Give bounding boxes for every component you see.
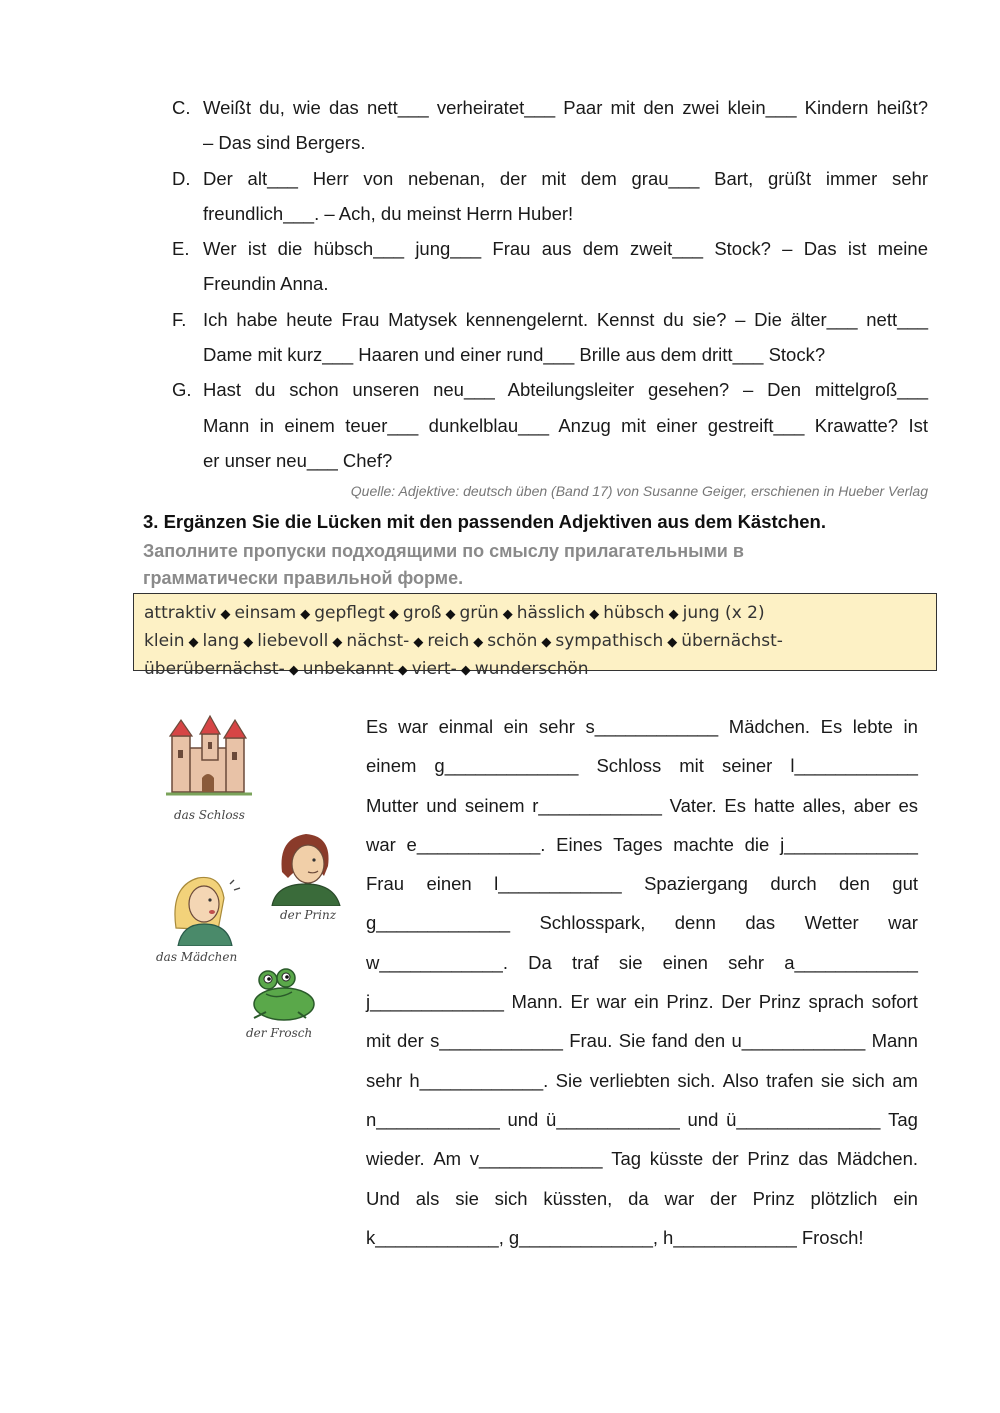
caption-prince: der Prinz (280, 908, 337, 922)
word-option: viert- (411, 659, 457, 679)
word-option: hässlich (516, 603, 586, 623)
story-word: war (398, 716, 428, 737)
item-letter: F. (172, 308, 187, 330)
item-line: er unser neu___ Chef? (203, 449, 393, 471)
story-word: aber (853, 794, 891, 816)
story-word: lebte (852, 716, 893, 737)
gap-blank[interactable]: v____________ (469, 1148, 603, 1170)
story-word: sofort (871, 991, 918, 1013)
story-word: da (628, 1187, 649, 1209)
story-word: Also (722, 1069, 759, 1091)
diamond-separator-icon: ◆ (300, 607, 311, 622)
gap-blank[interactable]: j_____________ (366, 991, 504, 1013)
story-word: Eines (556, 833, 603, 855)
story-word: traf (571, 951, 599, 973)
story-line (366, 1021, 918, 1060)
story-word: sie (618, 951, 643, 973)
task-3-subtitle-ru: Заполните пропуски подходящими по смыслу прилагательными в грамматически правильной форме. (143, 541, 744, 588)
diamond-separator-icon: ◆ (332, 635, 343, 650)
story-word: denn (674, 912, 716, 934)
exercise-item (172, 231, 928, 302)
story-line (366, 1218, 918, 1257)
story-word: war (366, 833, 396, 855)
item-line: Freundin Anna. (203, 273, 329, 295)
story-word: verliebten (589, 1069, 670, 1091)
story-word: Frau. (569, 1030, 613, 1052)
exercise-2-items (172, 90, 928, 478)
item-text (203, 90, 928, 161)
diamond-separator-icon: ◆ (541, 635, 552, 650)
item-line: Hast du schon unseren neu___ Abteilungsleiter gesehen? – Den mittelgroß___ (203, 379, 928, 401)
exercise-item (172, 302, 928, 373)
gap-blank[interactable]: ü____________ (546, 1108, 680, 1130)
story-word: seiner (721, 755, 773, 777)
story-word: ein (634, 991, 659, 1013)
story-word: den (839, 873, 870, 895)
word-box (133, 593, 937, 679)
story-line (366, 982, 918, 1021)
diamond-separator-icon: ◆ (589, 607, 600, 622)
story-word: Wetter (804, 912, 859, 934)
story-line (366, 1100, 918, 1139)
story-word: sie (455, 1187, 479, 1209)
gap-blank[interactable]: w____________. (366, 951, 508, 973)
gap-blank[interactable]: s____________ (585, 716, 719, 737)
diamond-separator-icon: ◆ (473, 635, 484, 650)
girl-illustration (168, 868, 244, 946)
item-text (203, 372, 928, 478)
story-word: einen (426, 873, 472, 895)
story-word: war (596, 991, 627, 1013)
story-word: es (898, 794, 918, 816)
story-word: hatte (753, 794, 795, 816)
gap-blank[interactable]: e____________. (406, 833, 546, 855)
word-option: liebevoll (257, 631, 329, 651)
word-option: wunderschön (474, 659, 589, 679)
illustrations (150, 712, 350, 1052)
word-line (144, 600, 926, 628)
word-option: sympathisch (555, 631, 664, 651)
source-note: Quelle: Adjektive: deutsch üben (Band 17) von Susanne Geiger, erschienen in Hueber Verlag (350, 483, 928, 499)
word-option: einsam (234, 603, 297, 623)
story-word: und (687, 1108, 719, 1130)
diamond-separator-icon: ◆ (460, 663, 471, 678)
story-word: das (798, 1148, 829, 1170)
story-word: sehr (366, 1069, 402, 1091)
item-line: Mann in einem teuer___ dunkelblau___ Anzug mit einer gestreift___ Krawatte? Ist (203, 414, 928, 436)
story-word: einmal (438, 716, 494, 737)
caption-castle: das Schloss (174, 808, 245, 822)
story-line (366, 707, 918, 746)
story-word: das (745, 912, 776, 934)
diamond-separator-icon: ◆ (502, 607, 513, 622)
item-text (203, 161, 928, 232)
word-option: schön (487, 631, 538, 651)
gap-blank[interactable]: ü______________ (726, 1108, 881, 1130)
story-word: die (744, 833, 770, 855)
gap-blank[interactable]: g_____________, (508, 1226, 659, 1248)
item-text (203, 231, 928, 302)
story-word: Mädchen. (728, 716, 811, 737)
story-word: am (892, 1069, 918, 1091)
gap-blank[interactable]: h____________ (663, 1226, 797, 1248)
story-word: Am (433, 1148, 462, 1170)
item-letter: G. (172, 379, 192, 401)
caption-girl: das Mädchen (156, 950, 238, 964)
word-option: klein (144, 631, 185, 651)
word-option: grün (459, 603, 499, 623)
exercise-item (172, 372, 928, 478)
story-word: war (888, 912, 918, 934)
story-word: der (710, 1187, 737, 1209)
story-word: sie (820, 1069, 845, 1091)
story-word: Mutter (366, 794, 419, 816)
story-word: küsste (649, 1148, 704, 1170)
story-word: Mann (871, 1030, 918, 1052)
story-word: Tages (613, 833, 663, 855)
diamond-separator-icon: ◆ (220, 607, 231, 622)
diamond-separator-icon: ◆ (668, 607, 679, 622)
story-line (366, 786, 918, 825)
story-word: war (664, 1187, 695, 1209)
story-word: Schloss (596, 755, 662, 777)
story-word: Er (570, 991, 590, 1013)
story-word: wieder. (366, 1148, 425, 1170)
diamond-separator-icon: ◆ (667, 635, 678, 650)
story-word: Es (366, 716, 388, 737)
word-line (144, 628, 926, 656)
story-line (366, 1139, 918, 1178)
story-word: plötzlich (810, 1187, 878, 1209)
caption-frog: der Frosch (246, 1026, 313, 1040)
story-word: sehr (538, 716, 575, 737)
item-letter: C. (172, 97, 191, 118)
diamond-separator-icon: ◆ (397, 663, 408, 678)
story-line (366, 903, 918, 942)
prince-illustration (268, 826, 344, 906)
item-line: freundlich___. – Ach, du meinst Herrn Huber! (203, 202, 574, 224)
story-word: Frosch! (801, 1226, 864, 1248)
story-word: der (397, 1030, 424, 1052)
word-option: groß (402, 603, 442, 623)
story-word: sprach (808, 991, 864, 1013)
story-word: Da (528, 951, 552, 973)
item-line: Wer ist die hübsch___ jung___ Frau aus dem zweit___ Stock? – Das ist meine (203, 238, 928, 260)
exercise-item (172, 90, 928, 161)
story-word: mit (679, 755, 704, 777)
story-word: trafen (766, 1069, 814, 1091)
story-word: Tag (888, 1108, 918, 1130)
story-word: sehr (728, 951, 765, 973)
word-option: hübsch (603, 603, 665, 623)
word-option: gepflegt (314, 603, 385, 623)
story-word: sich (851, 1069, 885, 1091)
item-line: Der alt___ Herr von nebenan, der mit dem grau___ Bart, grüßt immer sehr (203, 167, 928, 189)
story-word: Es (820, 716, 843, 737)
story-word: in (903, 716, 918, 737)
story-word: mit (366, 1030, 391, 1052)
story-word: einem (366, 755, 417, 777)
story-word: Prinz (758, 991, 801, 1013)
item-line: Ich habe heute Frau Matysek kennengelernt. Kennst du sie? – Die älter___ nett___ (203, 308, 928, 330)
word-option: attraktiv (144, 603, 217, 623)
story-line (366, 825, 918, 864)
word-option: nächst- (346, 631, 410, 651)
story-word: den (694, 1030, 726, 1052)
gap-blank[interactable]: r____________ (532, 794, 662, 816)
story-word: Mann. (511, 991, 563, 1013)
story-word: sich. (677, 1069, 716, 1091)
story-word: Frau (366, 873, 405, 895)
gap-blank[interactable]: j_____________ (780, 833, 918, 855)
story-word: sich (494, 1187, 528, 1209)
story-text (366, 707, 918, 1257)
story-word: Mädchen. (836, 1148, 918, 1170)
gap-blank[interactable]: g_____________ (434, 755, 579, 777)
item-line: – Das sind Bergers. (203, 132, 366, 154)
gap-blank[interactable]: s____________ (430, 1030, 563, 1052)
story-word: als (415, 1187, 440, 1209)
story-word: Vater. (669, 794, 717, 816)
exercise-item (172, 161, 928, 232)
story-word: machte (673, 833, 734, 855)
story-word: durch (770, 873, 817, 895)
story-word: Es (724, 794, 746, 816)
gap-blank[interactable]: l____________ (494, 873, 622, 895)
gap-blank[interactable]: l____________ (790, 755, 918, 777)
story-word: küssten, (543, 1187, 613, 1209)
story-word: Tag (611, 1148, 642, 1170)
story-line (366, 746, 918, 785)
word-option: lang (202, 631, 240, 651)
story-word: Der (721, 991, 752, 1013)
story-word: Und (366, 1187, 400, 1209)
story-word: fand (651, 1030, 688, 1052)
gap-blank[interactable]: k____________, (366, 1226, 504, 1248)
story-word: ein (893, 1187, 918, 1209)
task-3-title: 3. Ergänzen Sie die Lücken mit den passenden Adjektiven aus dem Kästchen. (143, 511, 826, 532)
diamond-separator-icon: ◆ (445, 607, 456, 622)
word-option: reich (427, 631, 470, 651)
story-word: Prinz (747, 1148, 790, 1170)
word-line (144, 656, 926, 684)
gap-blank[interactable]: a____________ (784, 951, 918, 973)
word-option: übernächst- (681, 631, 783, 651)
item-letter: D. (172, 167, 191, 189)
item-letter: E. (172, 238, 190, 260)
story-word: Sie (618, 1030, 646, 1052)
item-line: Weißt du, wie das nett___ verheiratet___ Paar mit den zwei klein___ Kindern heißt? (203, 97, 928, 118)
story-word: einen (662, 951, 708, 973)
diamond-separator-icon: ◆ (243, 635, 254, 650)
diamond-separator-icon: ◆ (388, 607, 399, 622)
word-option: überübernächst- (144, 659, 285, 679)
story-word: und (426, 794, 458, 816)
frog-illustration (246, 966, 320, 1022)
diamond-separator-icon: ◆ (188, 635, 199, 650)
story-line (366, 943, 918, 982)
story-word: Spaziergang (644, 873, 748, 895)
story-word: Schlosspark, (539, 912, 646, 934)
story-word: seinem (464, 794, 525, 816)
gap-blank[interactable]: u____________ (731, 1030, 866, 1052)
story-line (366, 1179, 918, 1218)
story-word: Sie (555, 1069, 583, 1091)
story-word: Prinz (752, 1187, 795, 1209)
item-line: Dame mit kurz___ Haaren und einer rund___ Brille aus dem dritt___ Stock? (203, 344, 826, 366)
diamond-separator-icon: ◆ (288, 663, 299, 678)
castle-illustration (162, 714, 256, 798)
story-word: Prinz. (666, 991, 714, 1013)
story-line (366, 864, 918, 903)
gap-blank[interactable]: h____________. (409, 1069, 549, 1091)
word-option: unbekannt (302, 659, 394, 679)
item-text (203, 302, 928, 373)
story-word: der (711, 1148, 739, 1170)
story-word: alles, (802, 794, 846, 816)
story-word: ein (503, 716, 529, 737)
story-line (366, 1061, 918, 1100)
word-option: jung (x 2) (682, 603, 765, 623)
gap-blank[interactable]: g_____________ (366, 912, 511, 934)
story-word: und (507, 1108, 539, 1130)
story-word: gut (892, 873, 918, 895)
gap-blank[interactable]: n____________ (366, 1108, 500, 1130)
diamond-separator-icon: ◆ (413, 635, 424, 650)
